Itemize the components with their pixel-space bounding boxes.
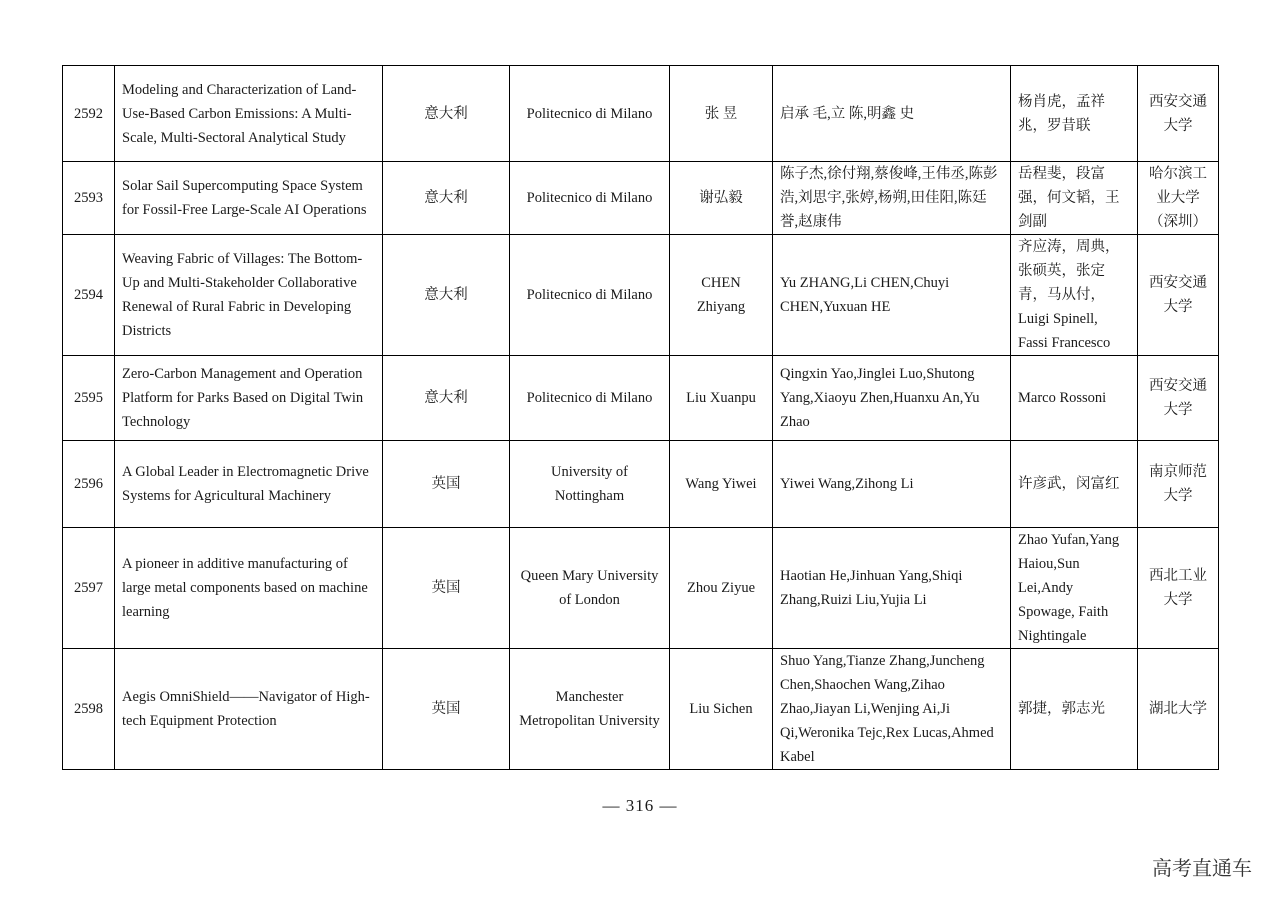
cell-project-title: Weaving Fabric of Villages: The Bottom-Up and Multi-Stakeholder Collaborative Renewal of Rural Fabric in Developing Districts <box>115 235 383 356</box>
cell-team-leader: Wang Yiwei <box>670 441 773 528</box>
table-row <box>63 356 1219 441</box>
cell-advisors: 岳程斐，段富强，何文韬，王剑副 <box>1011 162 1138 235</box>
table-row <box>63 441 1219 528</box>
cell-team-leader: Liu Sichen <box>670 649 773 770</box>
cell-school: 西安交通大学 <box>1138 235 1219 356</box>
cell-country: 英国 <box>383 649 510 770</box>
cell-university: Politecnico di Milano <box>510 66 670 162</box>
cell-team-members: Haotian He,Jinhuan Yang,Shiqi Zhang,Ruizi Liu,Yujia Li <box>773 528 1011 649</box>
cell-project-number: 2593 <box>63 162 115 235</box>
cell-team-members: 陈子杰,徐付翔,蔡俊峰,王伟丞,陈彭浩,刘思宇,张婷,杨朔,田佳阳,陈廷誉,赵康伟 <box>773 162 1011 235</box>
cell-university: Politecnico di Milano <box>510 356 670 441</box>
awards-table <box>62 65 1219 770</box>
cell-university: University of Nottingham <box>510 441 670 528</box>
cell-team-leader: 张 昱 <box>670 66 773 162</box>
cell-team-leader: CHEN Zhiyang <box>670 235 773 356</box>
table-row <box>63 649 1219 770</box>
cell-country: 英国 <box>383 528 510 649</box>
cell-team-members: 启承 毛,立 陈,明鑫 史 <box>773 66 1011 162</box>
cell-school: 西安交通大学 <box>1138 356 1219 441</box>
cell-school: 哈尔滨工业大学（深圳） <box>1138 162 1219 235</box>
page-number: — 316 — <box>602 796 678 815</box>
cell-project-title: Modeling and Characterization of Land-Use-Based Carbon Emissions: A Multi-Scale, Multi-Sectoral Analytical Study <box>115 66 383 162</box>
cell-project-number: 2592 <box>63 66 115 162</box>
cell-country: 英国 <box>383 441 510 528</box>
cell-advisors: Marco Rossoni <box>1011 356 1138 441</box>
table-row <box>63 162 1219 235</box>
cell-country: 意大利 <box>383 66 510 162</box>
cell-school: 西北工业大学 <box>1138 528 1219 649</box>
cell-university: Politecnico di Milano <box>510 162 670 235</box>
cell-team-leader: Zhou Ziyue <box>670 528 773 649</box>
cell-country: 意大利 <box>383 356 510 441</box>
cell-advisors: 许彦武，闵富红 <box>1011 441 1138 528</box>
cell-team-members: Yiwei Wang,Zihong Li <box>773 441 1011 528</box>
cell-team-leader: 谢弘毅 <box>670 162 773 235</box>
cell-school: 西安交通大学 <box>1138 66 1219 162</box>
cell-project-title: Zero-Carbon Management and Operation Platform for Parks Based on Digital Twin Technology <box>115 356 383 441</box>
cell-project-title: A pioneer in additive manufacturing of large metal components based on machine learning <box>115 528 383 649</box>
cell-project-number: 2597 <box>63 528 115 649</box>
table-body <box>63 66 1219 770</box>
cell-school: 南京师范大学 <box>1138 441 1219 528</box>
table-row <box>63 528 1219 649</box>
cell-country: 意大利 <box>383 162 510 235</box>
cell-project-number: 2594 <box>63 235 115 356</box>
cell-project-number: 2596 <box>63 441 115 528</box>
cell-advisors: 杨肖虎，孟祥兆，罗昔联 <box>1011 66 1138 162</box>
watermark-logo: 高考直通车 <box>1152 856 1252 880</box>
table-row <box>63 66 1219 162</box>
cell-project-number: 2598 <box>63 649 115 770</box>
cell-project-title: Aegis OmniShield——Navigator of High-tech Equipment Protection <box>115 649 383 770</box>
cell-country: 意大利 <box>383 235 510 356</box>
cell-advisors: Zhao Yufan,Yang Haiou,Sun Lei,Andy Spowage, Faith Nightingale <box>1011 528 1138 649</box>
table-row <box>63 235 1219 356</box>
cell-project-title: A Global Leader in Electromagnetic Drive Systems for Agricultural Machinery <box>115 441 383 528</box>
cell-team-leader: Liu Xuanpu <box>670 356 773 441</box>
cell-advisors: 齐应涛，周典，张硕英，张定青，马从付，Luigi Spinell, Fassi Francesco <box>1011 235 1138 356</box>
cell-school: 湖北大学 <box>1138 649 1219 770</box>
cell-project-title: Solar Sail Supercomputing Space System for Fossil-Free Large-Scale AI Operations <box>115 162 383 235</box>
cell-university: Queen Mary University of London <box>510 528 670 649</box>
cell-team-members: Shuo Yang,Tianze Zhang,Juncheng Chen,Shaochen Wang,Zihao Zhao,Jiayan Li,Wenjing Ai,Ji Qi,Weronika Tejc,Rex Lucas,Ahmed Kabel <box>773 649 1011 770</box>
cell-university: Politecnico di Milano <box>510 235 670 356</box>
cell-team-members: Yu ZHANG,Li CHEN,Chuyi CHEN,Yuxuan HE <box>773 235 1011 356</box>
cell-project-number: 2595 <box>63 356 115 441</box>
cell-advisors: 郭捷，郭志光 <box>1011 649 1138 770</box>
cell-team-members: Qingxin Yao,Jinglei Luo,Shutong Yang,Xiaoyu Zhen,Huanxu An,Yu Zhao <box>773 356 1011 441</box>
cell-university: Manchester Metropolitan University <box>510 649 670 770</box>
